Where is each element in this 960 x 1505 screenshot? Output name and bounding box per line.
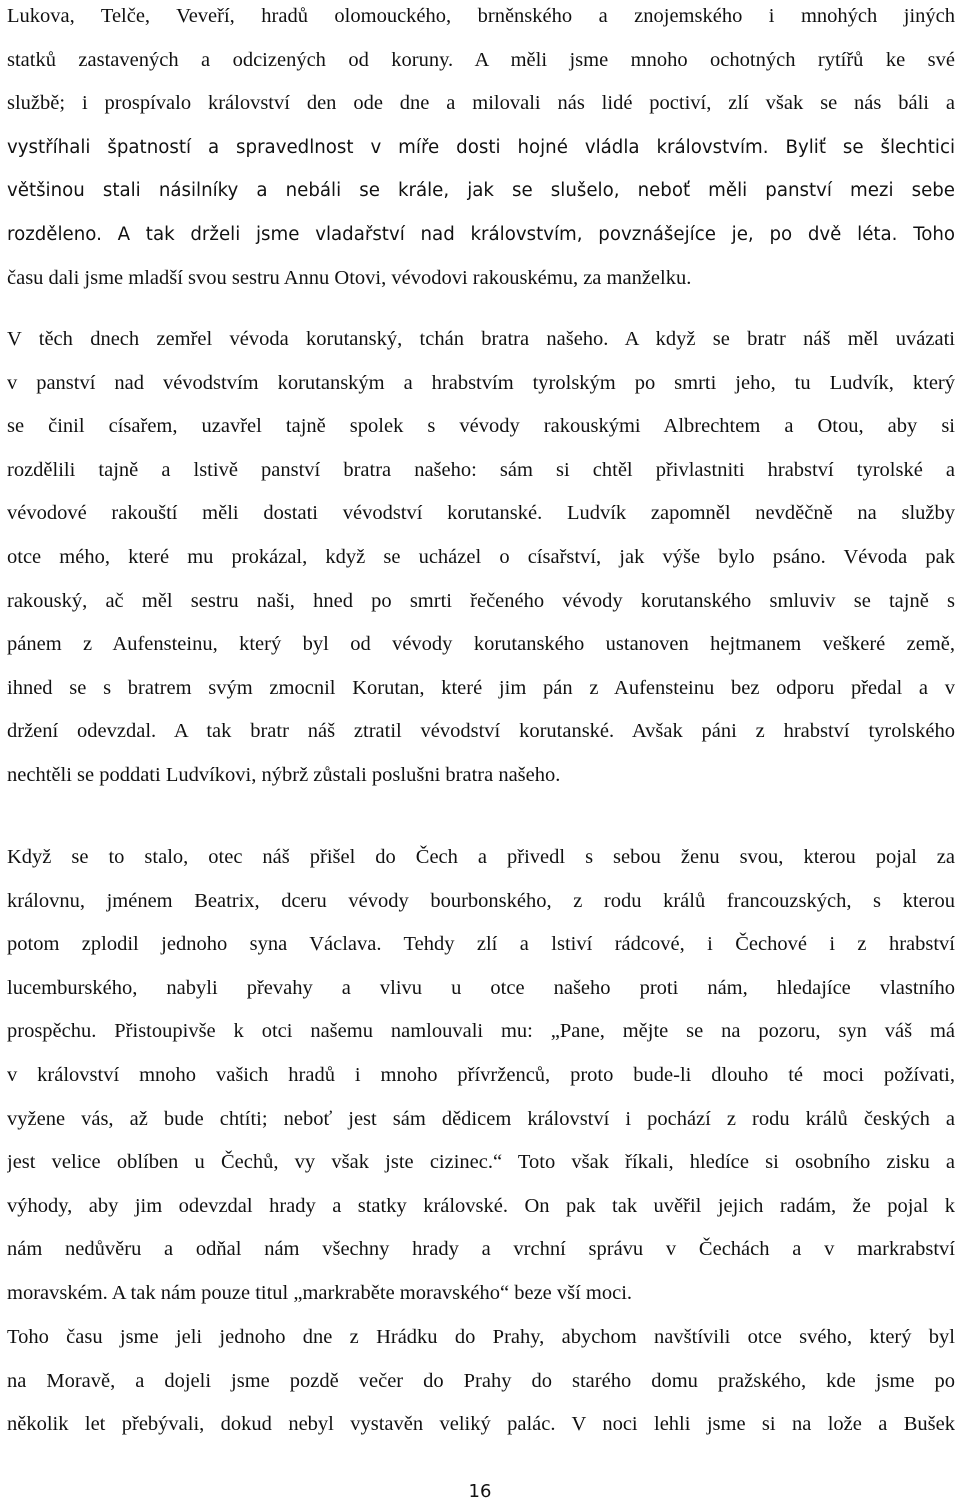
text-line: rozděleno. A tak drželi jsme vladařství nad královstvím, povznášejíce je, po dvě léta. Toho	[7, 223, 955, 245]
text-line: nechtěli se poddati Ludvíkovi, nýbrž zůstali poslušni bratra našeho.	[7, 763, 561, 786]
text-line: vystříhali špatností a spravedlnost v míře dosti hojné vládla královstvím. Byliť se šlechtici	[7, 136, 955, 158]
paragraph-4	[7, 1316, 955, 1447]
text-line: V těch dnech zemřel vévoda korutanský, tchán bratra našeho. A když se bratr náš měl uvázati	[7, 328, 955, 350]
text-line: prospěchu. Přistoupivše k otci našemu namlouvali mu: „Pane, mějte se na pozoru, syn váš má	[7, 1020, 955, 1043]
text-line: Lukova, Telče, Veveří, hradů olomouckého, brněnského a znojemského i mnohých jiných	[7, 5, 955, 27]
text-line: v království mnoho vašich hradů i mnoho přívrženců, proto bude-li dlouho té moci požívati,	[7, 1063, 955, 1086]
text-line: moravském. A tak nám pouze titul „markraběte moravského“ beze vší moci.	[7, 1281, 633, 1304]
text-line: držení odevzdal. A tak bratr náš ztratil vévodství korutanské. Avšak páni z hrabství tyrolského	[7, 720, 955, 743]
text-line: většinou stali násilníky a nebáli se krále, jak se slušelo, neboť měli panství mezi sebe	[7, 180, 955, 202]
text-line: otce mého, které mu prokázal, když se ucházel o císařství, jak výše bylo psáno. Vévoda pak	[7, 545, 955, 568]
text-line: potom zplodil jednoho syna Václava. Tehdy zlí a lstiví rádcové, i Čechové i z hrabství	[7, 933, 955, 956]
text-line: času dali jsme mladší svou sestru Annu Otovi, vévodovi rakouskému, za manželku.	[7, 266, 692, 289]
text-line: nám nedůvěru a odňal nám všechny hrady a vrchní správu v Čechách a v markrabství	[7, 1238, 955, 1261]
text-line: Když se to stalo, otec náš přišel do Čech a přivedl s sebou ženu svou, kterou pojal za	[7, 846, 955, 868]
page-number: 16	[468, 1481, 492, 1502]
text-line: několik let přebývali, dokud nebyl vystavěn veliký palác. V noci lehli jsme si na lože a Bušek	[7, 1413, 955, 1436]
text-line: vévodové rakouští měli dostati vévodství korutanské. Ludvík zapomněl nevděčně na služby	[7, 502, 955, 525]
text-line: Toho času jsme jeli jednoho dne z Hrádku do Prahy, abychom navštívili otce svého, který byl	[7, 1326, 955, 1348]
text-line: lucemburského, nabyli převahy a vlivu u otce našeho proti nám, hledajíce vlastního	[7, 976, 955, 999]
text-line: na Moravě, a dojeli jsme pozdě večer do Prahy do starého domu pražského, kde jsme po	[7, 1369, 955, 1392]
text-line: se činil císařem, uzavřel tajně spolek s vévody rakouskými Albrechtem a Otou, aby si	[7, 415, 955, 438]
text-line: statků zastavených a odcizených od koruny. A měli jsme mnoho ochotných rytířů ke své	[7, 48, 955, 71]
paragraph-1	[7, 0, 955, 300]
text-line: ihned se s bratrem svým zmocnil Korutan, které jim pán z Aufensteinu bez odporu předal a v	[7, 676, 955, 699]
text-line: královnu, jménem Beatrix, dceru vévody bourbonského, z rodu králů francouzských, s kterou	[7, 889, 955, 912]
paragraph-2	[7, 318, 955, 798]
text-line: v panství nad vévodstvím korutanským a hrabstvím tyrolským po smrti jeho, tu Ludvík, který	[7, 371, 955, 394]
text-line: rakouský, ač měl sestru naši, hned po smrti řečeného vévody korutanského smluviv se tajně s	[7, 589, 955, 612]
text-line: pánem z Aufensteinu, který byl od vévody korutanského ustanoven hejtmanem veškeré země,	[7, 633, 955, 656]
text-line: jest velice oblíben u Čechů, vy však jste cizinec.“ Toto však říkali, hledíce si osobního zisku a	[7, 1151, 955, 1174]
text-line: vyžene vás, až bude chtíti; neboť jest sám dědicem království i pochází z rodu králů českých a	[7, 1107, 955, 1130]
text-line: rozdělili tajně a lstivě panství bratra našeho: sám si chtěl přivlastniti hrabství tyrolské a	[7, 458, 955, 481]
text-line: službě; i prospívalo království den ode dne a milovali nás lidé poctiví, zlí však se nás báli a	[7, 92, 955, 115]
text-line: výhody, aby jim odevzdal hrady a statky královské. On pak tak uvěřil jejich radám, že pojal k	[7, 1194, 955, 1217]
paragraph-3	[7, 836, 955, 1316]
